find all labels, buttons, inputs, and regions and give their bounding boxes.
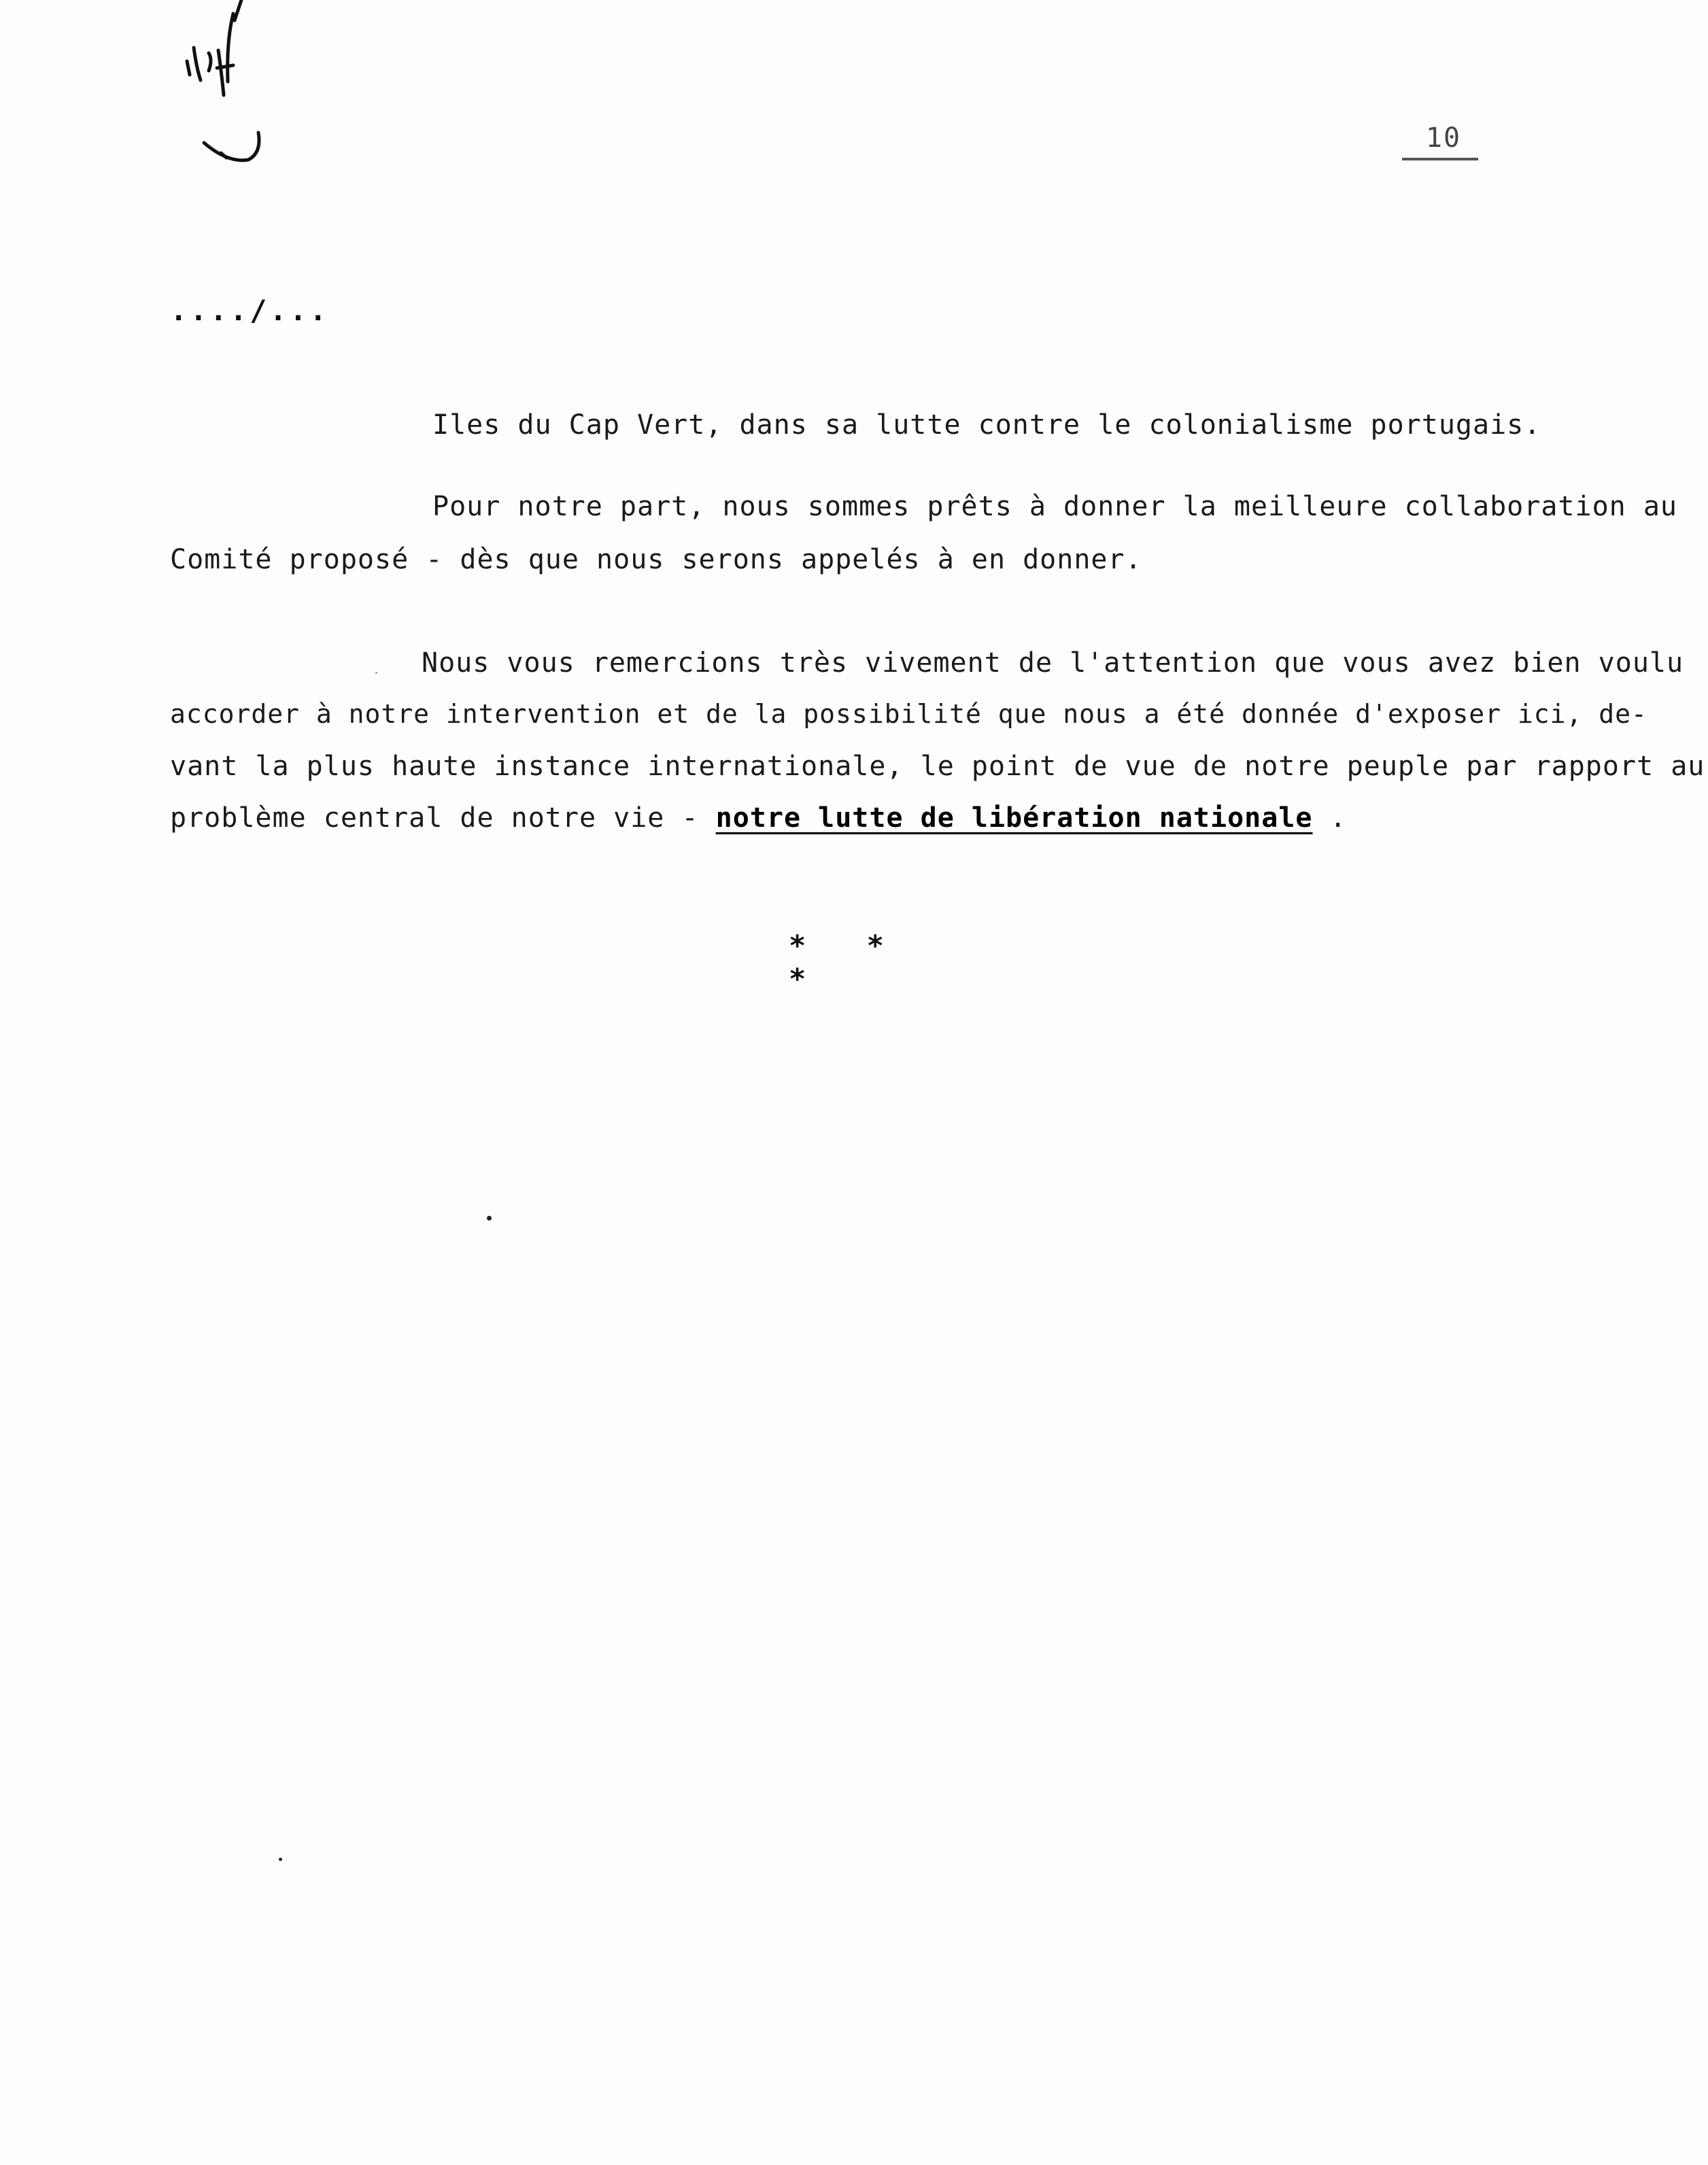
paragraph-2-line-2: Comité proposé - dès que nous serons appelés à en donner.: [170, 544, 1142, 575]
paragraph-3-line-4: [170, 802, 1347, 834]
scan-speck: [375, 672, 377, 674]
end-marker: * * *: [789, 929, 906, 995]
paragraph-1-line-1: Iles du Cap Vert, dans sa lutte contre le colonialisme portugais.: [432, 409, 1541, 441]
paragraph-2-line-1: Pour notre part, nous sommes prêts à donner la meilleure collaboration au: [432, 491, 1677, 522]
paragraph-3-line-4-prefix: problème central de notre vie -: [170, 802, 716, 834]
handwritten-annotation: [173, 0, 282, 184]
paragraph-3-line-1: Nous vous remercions très vivement de l'attention que vous avez bien voulu: [422, 647, 1684, 679]
paragraph-3-line-3: vant la plus haute instance internationale, le point de vue de notre peuple par rapport au: [170, 751, 1705, 782]
continuation-marker: ..../...: [170, 294, 330, 327]
scan-speck: [279, 1858, 282, 1861]
paragraph-3-line-4-suffix: .: [1312, 802, 1347, 834]
page-number-underline: [1402, 158, 1478, 160]
scan-speck: [487, 1216, 492, 1221]
page-number: 10: [1425, 122, 1462, 154]
paragraph-3-line-2: accorder à notre intervention et de la possibilité que nous a été donnée d'exposer ici, de-: [170, 699, 1647, 729]
emphasized-phrase: notre lutte de libération nationale: [715, 802, 1313, 834]
